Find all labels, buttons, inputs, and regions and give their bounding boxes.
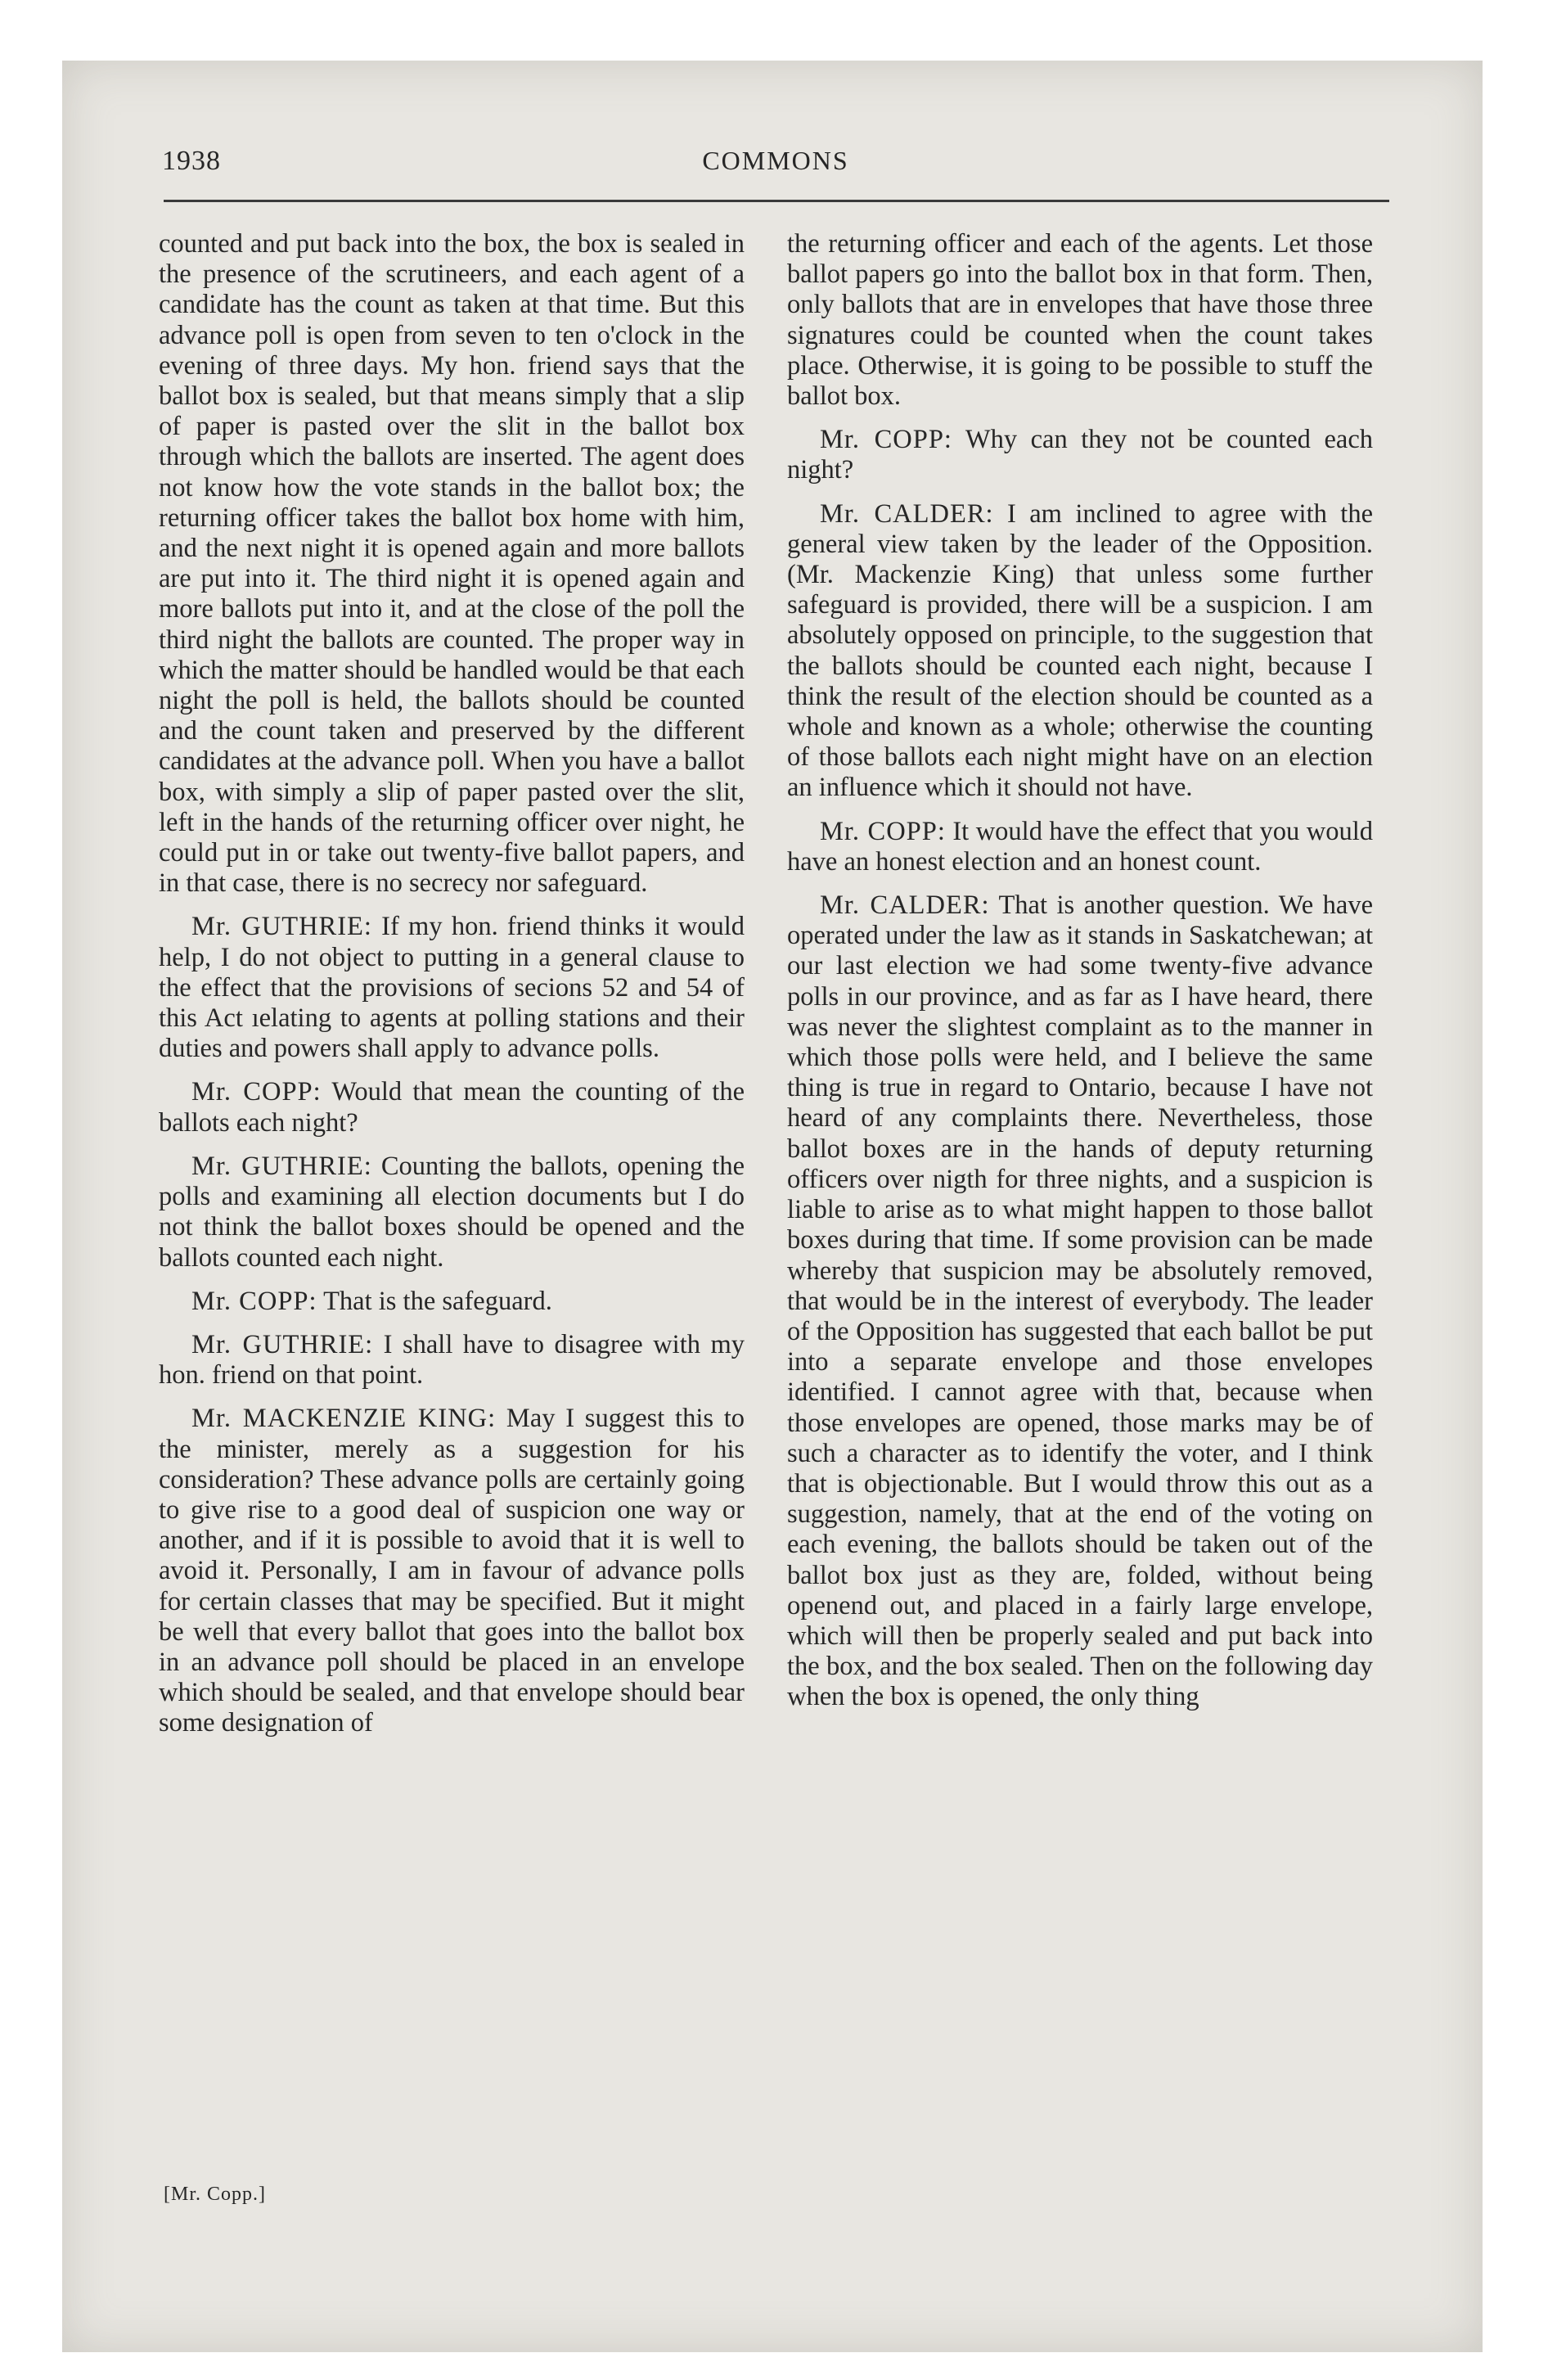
paragraph: [787, 890, 1373, 1712]
paragraph-text: the returning officer and each of the agents. Let those ballot papers go into the ballot box in that form. Then, only ballots that are in envelopes that have those three signatures could be counted when the count takes place. Otherwise, it is going to be possible to stuff the ballot box.: [787, 229, 1373, 412]
speaker-name: Mr. COPP:: [191, 1077, 322, 1107]
paragraph: [159, 1330, 745, 1391]
left-column: [159, 229, 745, 1752]
running-head: COMMONS: [702, 146, 849, 175]
paragraph-text: Why can they not be counted each night?: [787, 425, 1374, 485]
page-header: [162, 139, 1389, 188]
footer-attribution: [Mr. Copp.]: [164, 2184, 266, 2205]
header-rule: [164, 200, 1389, 202]
paragraph-text: I shall have to disagree with my hon. friend on that point.: [159, 1329, 745, 1391]
paragraph-text: Counting the ballots, opening the polls and examining all election documents but I do not think the ballot boxes should be opened and the ballots counted each night.: [159, 1151, 745, 1273]
paragraph: [159, 229, 745, 899]
speaker-name: Mr. COPP:: [820, 425, 952, 455]
speaker-name: Mr. CALDER:: [820, 498, 994, 529]
paragraph-text: May I suggest this to the minister, merely as a suggestion for his consideration? These advance polls are certainly going to give rise to a good deal of suspicion one way or another, and if it is possible to avoid that it is well to avoid it. Personally, I am in favour of advance polls for certain classes that may be specified. But it might be well that every ballot that goes into the ballot box in an advance poll should be placed in an envelope which should be sealed, and that envelope should bear some designation of: [159, 1404, 745, 1738]
paragraph: [787, 229, 1373, 412]
paragraph: [159, 1287, 745, 1317]
paragraph: [787, 499, 1373, 804]
paragraph: [787, 817, 1373, 877]
paragraph-text: That is the safeguard.: [323, 1286, 552, 1316]
speaker-name: Mr. CALDER:: [820, 890, 990, 921]
speaker-name: Mr. MACKENZIE KING:: [191, 1404, 497, 1434]
paragraph-text: Would that mean the counting of the ballots each night?: [159, 1077, 745, 1138]
speaker-name: Mr. GUTHRIE:: [191, 1151, 372, 1181]
paragraph-text: counted and put back into the box, the box is sealed in the presence of the scrutineers, and each agent of a candidate has the count as taken at that time. But this advance poll is open from seven to ten o'clock in the evening of three days. My hon. friend says that the ballot box is sealed, but that means simply that a slip of paper is pasted over the slit in the ballot box through which the ballots are inserted. The agent does not know how the vote stands in the ballot box; the returning officer takes the ballot box home with him, and the next night it is opened again and more ballots are put into it. The third night it is opened again and more ballots put into it, and at the close of the poll the third night the ballots are counted. The proper way in which the matter should be handled would be that each night the poll is held, the ballots should be counted and the count taken and preserved by the different candidates at the advance poll. When you have a ballot box, with simply a slip of paper pasted over the slit, left in the hands of the returning officer over night, he could put in or take out twenty-five ballot papers, and in that case, there is no secrecy nor safeguard.: [159, 229, 745, 899]
paragraph-text: If my hon. friend thinks it would help, I do not object to putting in a general clause to the effect that the provisions of secions 52 and 54 of this Act ıelating to agents at polling stations and their duties and powers shall apply to advance polls.: [159, 912, 745, 1064]
paragraph: [787, 425, 1373, 485]
paragraph: [159, 912, 745, 1064]
speaker-name: Mr. COPP:: [820, 816, 946, 846]
paragraph: [159, 1077, 745, 1138]
paragraph-text: It would have the effect that you would have an honest election and an honest count.: [787, 816, 1373, 877]
paragraph: [159, 1404, 745, 1738]
page-number: 1938: [162, 146, 221, 176]
paragraph-text: I am inclined to agree with the general view taken by the leader of the Opposition. (Mr. Mackenzie King) that unless some further safeguard is provided, there will be a suspicion. I am absolutely opposed on principle, to the suggestion that the ballots should be counted each night, because I think the result of the election should be counted as a whole and known as a whole; otherwise the counting of those ballots each night might have on an election an influence which it should not have.: [787, 498, 1373, 803]
speaker-name: Mr. COPP:: [191, 1286, 317, 1316]
right-column: [787, 229, 1373, 1726]
speaker-name: Mr. GUTHRIE:: [191, 1329, 374, 1359]
paragraph: [159, 1152, 745, 1273]
paragraph-text: That is another question. We have operated under the law as it stands in Saskatchewan; at our last election we had some twenty-five advance polls in our province, and as far as I have heard, there was never the slightest complaint as to the manner in which those polls were held, and I believe the same thing is true in regard to Ontario, because I have not heard of any complaints there. Nevertheless, those ballot boxes are in the hands of deputy returning officers over nigth for three nights, and a suspicion is liable to arise as to what might happen to those ballot boxes during that time. If some provision can be made whereby that suspicion may be absolutely removed, that would be in the interest of everybody. The leader of the Opposition has suggested that each ballot be put into a separate envelope and those envelopes identified. I cannot agree with that, because when those envelopes are opened, those marks may be of such a character as to identify the voter, and I think that is objectionable. But I would throw this out as a suggestion, namely, that at the end of the voting on each evening, the ballots should be taken out of the ballot box just as they are, folded, without being openend out, and placed in a fairly large envelope, which will then be properly sealed and put back into the box, and the box sealed. Then on the following day when the box is opened, the only thing: [787, 890, 1373, 1712]
speaker-name: Mr. GUTHRIE:: [191, 912, 372, 942]
